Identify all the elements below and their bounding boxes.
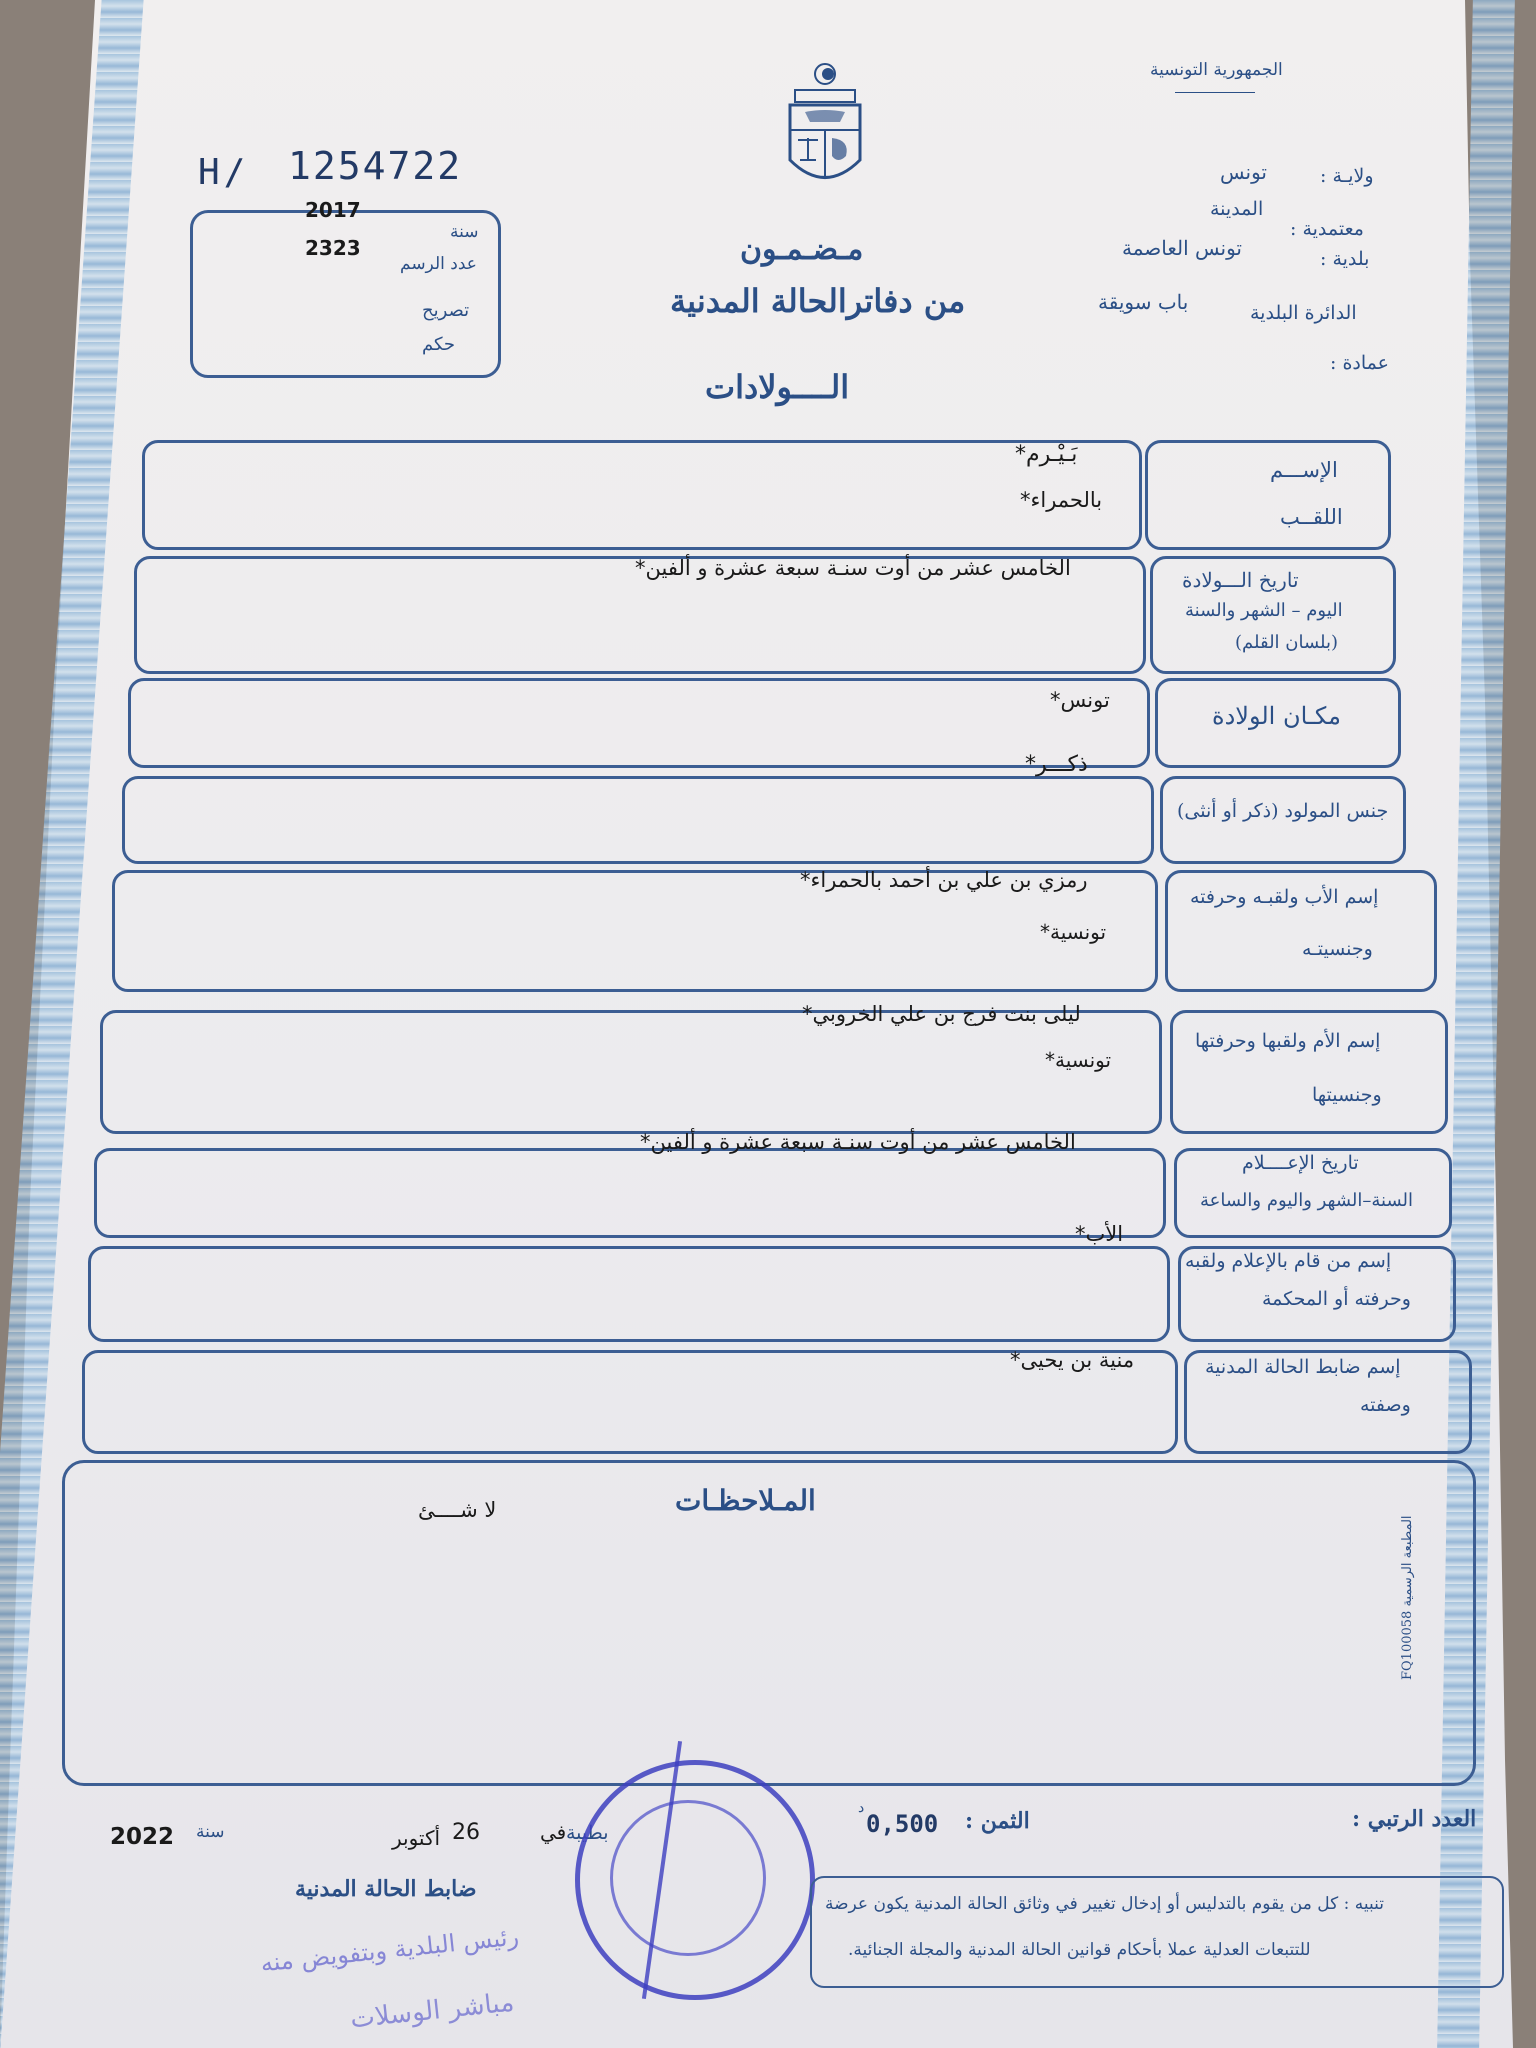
row-mother-value-box [100, 1010, 1162, 1134]
remarks-label: المـلاحظـات [675, 1484, 816, 1517]
officer-signature-line2: مباشر الوسلات [348, 1987, 516, 2035]
row-sex-value-box [122, 776, 1154, 864]
doc-title-madmoun: مـضـمـون [740, 232, 864, 267]
baladia-value: تونس العاصمة [1122, 236, 1242, 260]
judgment-label: حكم [422, 334, 456, 355]
price-value: 0,500 [866, 1810, 939, 1838]
record-year-value: 2017 [305, 198, 361, 222]
first-name-value: بَـيْـرم* [1015, 442, 1078, 467]
mother-nationality-value: تونسية* [1045, 1048, 1112, 1072]
record-number-value: 2323 [305, 236, 361, 260]
mother-name-value: ليلى بنت فرج بن علي الخروبي* [802, 1002, 1081, 1026]
republic-underline [1175, 92, 1255, 93]
row-declaration-date-value-box [94, 1148, 1166, 1238]
wilaya-value: تونس [1220, 160, 1267, 184]
baladia-label: بلدية : [1320, 248, 1370, 270]
declarant-sublabel: وحرفته أو المحكمة [1262, 1288, 1411, 1310]
mootamadia-value: المدينة [1210, 198, 1264, 220]
sex-value: ذكـــر* [1025, 752, 1088, 777]
mootamadia-label: معتمدية : [1290, 218, 1364, 240]
tunisia-coat-of-arms-icon [780, 60, 870, 204]
sex-label: جنس المولود (ذكر أو أنثى) [1177, 800, 1389, 822]
declaration-label: تصريح [422, 300, 470, 321]
last-name-label: اللقــب [1280, 505, 1343, 529]
officer-signature-line1: رئيس البلدية وبتفويض منه [259, 1922, 521, 1978]
footer-year-label: سنة [196, 1822, 225, 1842]
footer-year-value: 2022 [110, 1824, 175, 1850]
row-declarant-value-box [88, 1246, 1170, 1342]
price-label: الثمن : [965, 1808, 1030, 1834]
issued-day: 26 [452, 1820, 480, 1845]
birthplace-value: تونس* [1050, 688, 1110, 712]
father-label: إسم الأب ولقبـه وحرفته [1190, 886, 1379, 908]
father-nationality-label: وجنسيتـه [1302, 938, 1373, 960]
declaration-date-value: الخامس عشر من أوت سنـة سبعة عشرة و ألفين* [640, 1130, 1076, 1154]
serial-order-label: العدد الرتبي : [1352, 1806, 1477, 1832]
birthdate-sublabel: اليوم – الشهر والسنة [1185, 600, 1343, 621]
officer-label: إسم ضابط الحالة المدنية [1205, 1356, 1401, 1378]
row-name-value-box [142, 440, 1142, 550]
birthdate-label: تاريخ الـــولادة [1182, 568, 1299, 592]
daira-label: الدائرة البلدية [1250, 302, 1357, 324]
declarant-value: الأب* [1075, 1222, 1124, 1246]
record-number-label: عدد الرسم [400, 254, 477, 274]
omada-label: عمادة : [1330, 352, 1389, 374]
row-mother-label-box [1170, 1010, 1448, 1134]
officer-value: منية بن يحيى* [1010, 1348, 1135, 1372]
stamp-portrait-icon [610, 1800, 766, 1956]
father-nationality-value: تونسية* [1040, 920, 1107, 944]
daira-value: باب سويقة [1098, 290, 1189, 314]
notice-box [810, 1876, 1504, 1988]
father-name-value: رمزي بن علي بن أحمد بالحمراء* [800, 868, 1088, 892]
doc-title-births: الــــولادات [705, 368, 850, 406]
serial-prefix: H/ [198, 152, 250, 193]
birthdate-value: الخامس عشر من أوت سنـة سبعة عشرة و ألفين* [635, 556, 1071, 580]
notice-line2: للتتبعات العدلية عملا بأحكام قوانين الحالة المدنية والمجلة الجنائية. [848, 1940, 1311, 1960]
remarks-value: لا شــــئ [418, 1498, 497, 1522]
row-name-label-box [1145, 440, 1391, 550]
birthplace-label: مكـان الولادة [1212, 702, 1342, 730]
wilaya-label: ولايـة : [1320, 165, 1374, 187]
issued-month: أكتوبر [392, 1826, 441, 1850]
first-name-label: الإســـم [1270, 458, 1338, 482]
declarant-label: إسم من قام بالإعلام ولقبه [1185, 1250, 1392, 1272]
last-name-value: بالحمراء* [1020, 488, 1103, 512]
record-year-label: سنة [450, 222, 479, 242]
serial-number: 1254722 [288, 144, 463, 188]
birthdate-in-words-label: (بلسان القلم) [1235, 632, 1339, 653]
declaration-date-sublabel: السنة–الشهر واليوم والساعة [1200, 1190, 1414, 1211]
mother-label: إسم الأم ولقبها وحرفتها [1195, 1030, 1381, 1052]
officer-sublabel: وصفته [1360, 1394, 1411, 1416]
doc-title-civil-registry: من دفاترالحالة المدنية [670, 282, 966, 320]
price-unit: د [858, 1800, 865, 1816]
officer-title: ضابط الحالة المدنية [295, 1876, 477, 1902]
declaration-date-label: تاريخ الإعــــلام [1242, 1152, 1359, 1174]
notice-line1: تنبيه : كل من يقوم بالتدليس أو إدخال تغيير في وثائق الحالة المدنية يكون عرضة [825, 1894, 1384, 1914]
issued-prefix: بطيبة [566, 1822, 609, 1844]
row-birthplace-value-box [128, 678, 1150, 768]
mother-nationality-label: وجنسيتها [1312, 1084, 1382, 1106]
republic-title: الجمهورية التونسية [1150, 60, 1283, 80]
printer-mark: المطبعة الرسمية FQ100058 [1400, 1515, 1415, 1680]
issued-in: في [540, 1820, 567, 1844]
